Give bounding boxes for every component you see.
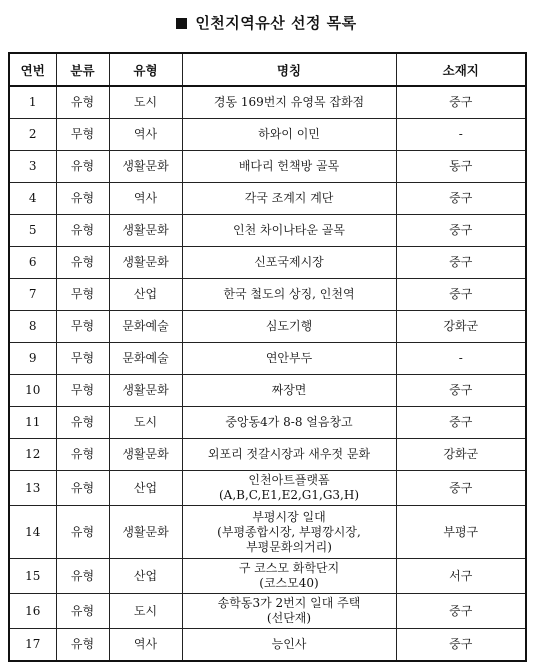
table-row — [9, 629, 526, 662]
cell-no: 3 — [9, 151, 56, 183]
table-row — [9, 439, 526, 471]
cell-type: 도시 — [109, 594, 182, 629]
name-line: 짜장면 — [271, 383, 307, 397]
heritage-list-table — [8, 52, 527, 662]
cell-no: 5 — [9, 215, 56, 247]
name-line: 인천아트플랫폼 — [248, 473, 330, 487]
cell-category: 무형 — [56, 343, 109, 375]
cell-type: 생활문화 — [109, 215, 182, 247]
column-header-no: 연번 — [9, 53, 56, 86]
cell-no: 10 — [9, 375, 56, 407]
cell-name — [182, 279, 396, 311]
cell-type: 생활문화 — [109, 247, 182, 279]
cell-no: 4 — [9, 183, 56, 215]
cell-name — [182, 343, 396, 375]
cell-name — [182, 439, 396, 471]
cell-no: 17 — [9, 629, 56, 662]
name-line: 한국 철도의 상징, 인천역 — [223, 287, 355, 301]
name-line: 각국 조계지 계단 — [244, 191, 334, 205]
cell-type: 역사 — [109, 629, 182, 662]
cell-type: 생활문화 — [109, 439, 182, 471]
cell-category: 유형 — [56, 506, 109, 559]
cell-no: 6 — [9, 247, 56, 279]
cell-name — [182, 629, 396, 662]
cell-no: 15 — [9, 559, 56, 594]
cell-name — [182, 506, 396, 559]
table-row — [9, 119, 526, 151]
table-row — [9, 247, 526, 279]
cell-name — [182, 559, 396, 594]
cell-location: 중구 — [396, 86, 526, 119]
cell-location: 중구 — [396, 279, 526, 311]
table-row — [9, 407, 526, 439]
table-header-row — [9, 53, 526, 86]
cell-no: 11 — [9, 407, 56, 439]
cell-location: 중구 — [396, 407, 526, 439]
cell-name — [182, 183, 396, 215]
cell-no: 12 — [9, 439, 56, 471]
cell-name — [182, 375, 396, 407]
cell-no: 1 — [9, 86, 56, 119]
cell-type: 산업 — [109, 471, 182, 506]
cell-name — [182, 215, 396, 247]
table-row — [9, 559, 526, 594]
name-line: 연안부두 — [265, 351, 313, 365]
name-line: 신포국제시장 — [254, 255, 324, 269]
cell-location: 동구 — [396, 151, 526, 183]
name-line: 구 코스모 화학단지 — [238, 561, 340, 575]
name-line: 부평문화의거리) — [246, 539, 332, 554]
cell-type: 도시 — [109, 86, 182, 119]
name-line: 인천 차이나타운 골목 — [233, 223, 345, 237]
cell-no: 16 — [9, 594, 56, 629]
cell-name — [182, 247, 396, 279]
column-header-category: 분류 — [56, 53, 109, 86]
name-line: (선단재) — [266, 611, 312, 625]
column-header-name: 명칭 — [182, 53, 396, 86]
name-line: 심도기행 — [265, 319, 313, 333]
table-row — [9, 151, 526, 183]
cell-location: 중구 — [396, 629, 526, 662]
name-line: 경동 169번지 유영목 잡화점 — [213, 95, 365, 109]
cell-location: 강화군 — [396, 311, 526, 343]
cell-location: 중구 — [396, 375, 526, 407]
cell-name — [182, 151, 396, 183]
table-body — [9, 86, 526, 661]
table-row — [9, 311, 526, 343]
cell-location: 중구 — [396, 215, 526, 247]
black-square-icon — [176, 18, 187, 29]
cell-name — [182, 594, 396, 629]
cell-category: 유형 — [56, 247, 109, 279]
cell-no: 9 — [9, 343, 56, 375]
name-line: (부평종합시장, 부평깡시장, — [217, 524, 361, 539]
column-header-location: 소재지 — [396, 53, 526, 86]
cell-category: 유형 — [56, 439, 109, 471]
table-row — [9, 215, 526, 247]
cell-no: 2 — [9, 119, 56, 151]
cell-name — [182, 471, 396, 506]
name-line: (코스모40) — [259, 576, 319, 590]
table-row — [9, 183, 526, 215]
document-title — [0, 12, 533, 33]
cell-category: 유형 — [56, 215, 109, 247]
cell-type: 문화예술 — [109, 343, 182, 375]
cell-category: 무형 — [56, 119, 109, 151]
table-row — [9, 343, 526, 375]
cell-type: 생활문화 — [109, 375, 182, 407]
cell-type: 생활문화 — [109, 151, 182, 183]
cell-type: 산업 — [109, 559, 182, 594]
cell-category: 유형 — [56, 559, 109, 594]
cell-type: 산업 — [109, 279, 182, 311]
name-line: 외포리 젓갈시장과 새우젓 문화 — [207, 447, 371, 461]
cell-category: 유형 — [56, 471, 109, 506]
cell-category: 무형 — [56, 375, 109, 407]
cell-location: 서구 — [396, 559, 526, 594]
name-line: (A,B,C,E1,E2,G1,G3,H) — [219, 488, 359, 502]
table-row — [9, 506, 526, 559]
cell-location: 부평구 — [396, 506, 526, 559]
title-text: 인천지역유산 선정 목록 — [195, 14, 357, 32]
table-row — [9, 375, 526, 407]
cell-category: 유형 — [56, 183, 109, 215]
cell-location: 중구 — [396, 594, 526, 629]
cell-type: 역사 — [109, 183, 182, 215]
cell-category: 유형 — [56, 629, 109, 662]
cell-type: 도시 — [109, 407, 182, 439]
table-row — [9, 86, 526, 119]
cell-name — [182, 86, 396, 119]
table-row — [9, 279, 526, 311]
cell-category: 무형 — [56, 279, 109, 311]
cell-category: 유형 — [56, 407, 109, 439]
cell-type: 역사 — [109, 119, 182, 151]
cell-name — [182, 407, 396, 439]
cell-name — [182, 311, 396, 343]
cell-location: - — [396, 343, 526, 375]
name-line: 송학동3가 2번지 일대 주택 — [217, 596, 361, 610]
cell-location: 강화군 — [396, 439, 526, 471]
cell-location: 중구 — [396, 247, 526, 279]
cell-category: 유형 — [56, 86, 109, 119]
cell-category: 유형 — [56, 151, 109, 183]
name-line: 하와이 이민 — [258, 127, 320, 141]
cell-category: 무형 — [56, 311, 109, 343]
table-row — [9, 471, 526, 506]
cell-no: 14 — [9, 506, 56, 559]
cell-no: 8 — [9, 311, 56, 343]
name-line: 중앙동4가 8-8 얼음창고 — [225, 415, 353, 429]
name-line: 배다리 헌책방 골목 — [238, 159, 340, 173]
cell-location: 중구 — [396, 183, 526, 215]
cell-type: 생활문화 — [109, 506, 182, 559]
cell-no: 13 — [9, 471, 56, 506]
cell-category: 유형 — [56, 594, 109, 629]
name-line: 능인사 — [271, 637, 307, 651]
cell-location: 중구 — [396, 471, 526, 506]
table-row — [9, 594, 526, 629]
cell-type: 문화예술 — [109, 311, 182, 343]
cell-no: 7 — [9, 279, 56, 311]
name-line: 부평시장 일대 — [252, 509, 326, 524]
cell-name — [182, 119, 396, 151]
cell-location: - — [396, 119, 526, 151]
column-header-type: 유형 — [109, 53, 182, 86]
